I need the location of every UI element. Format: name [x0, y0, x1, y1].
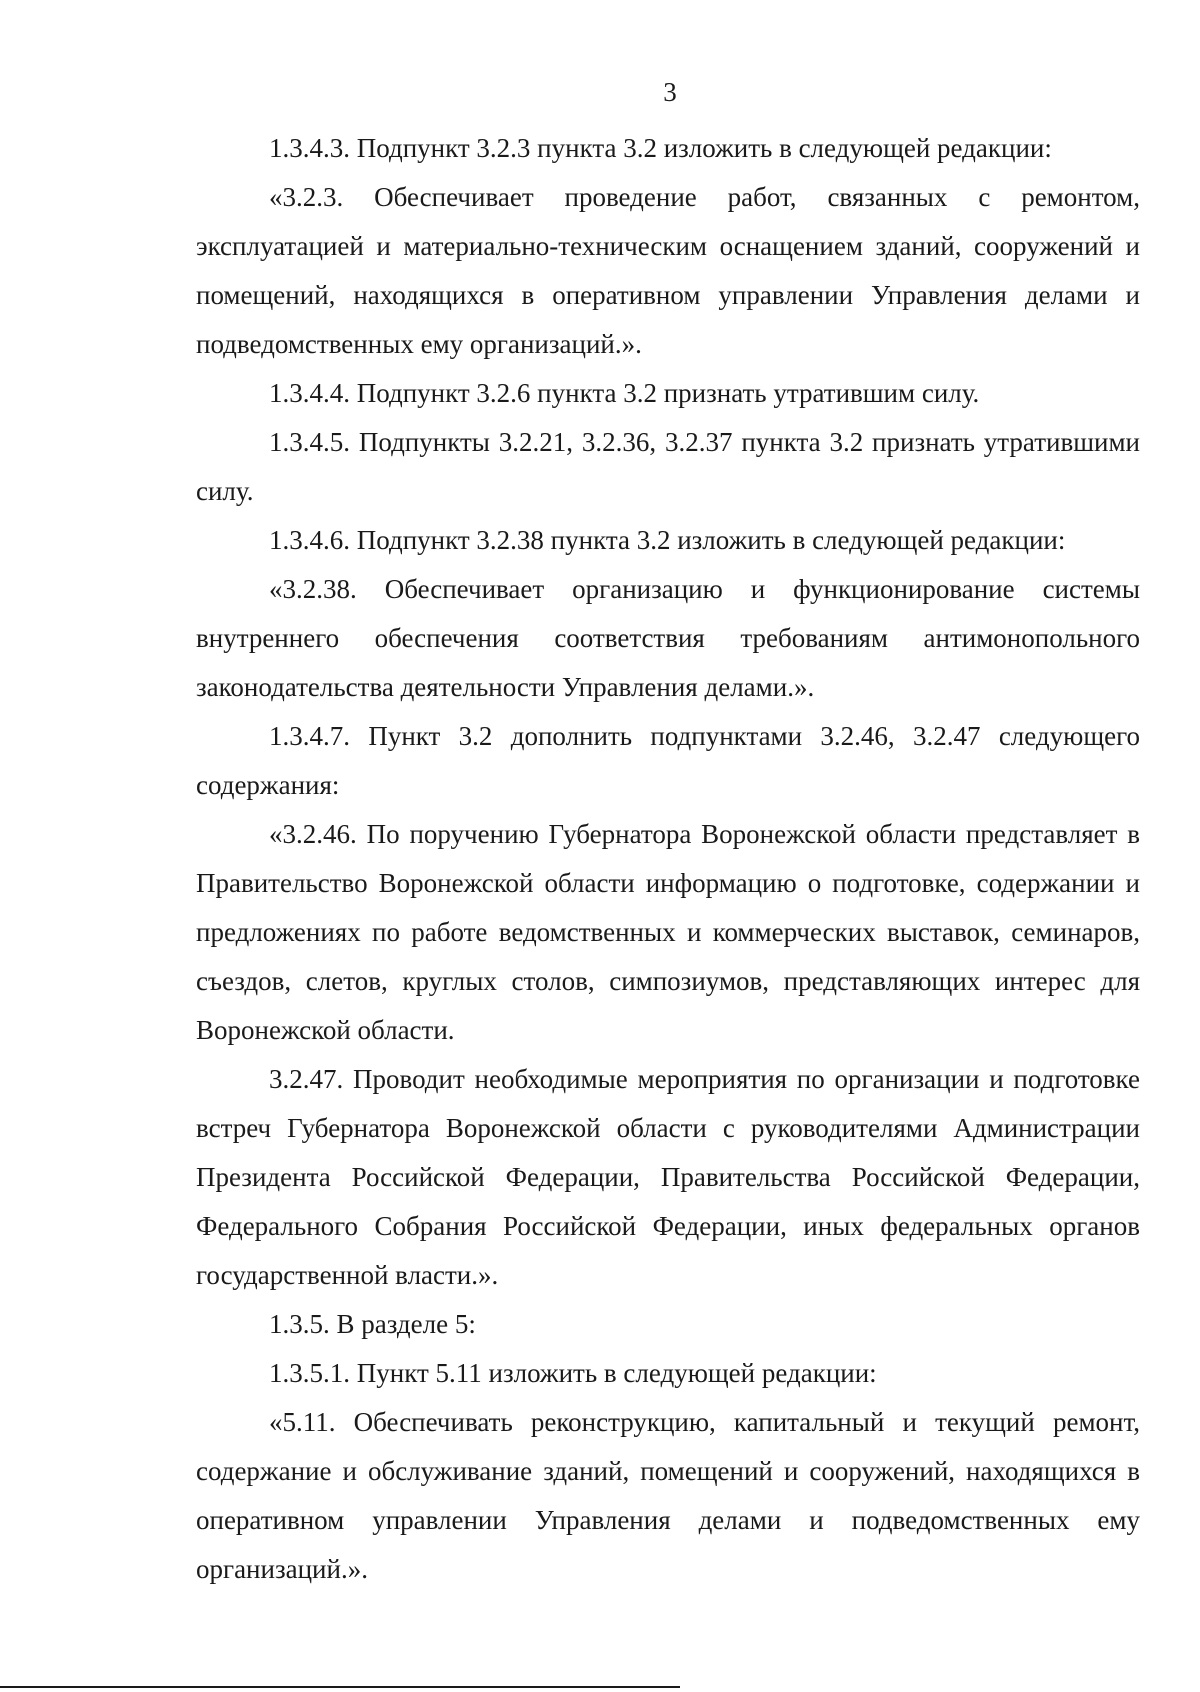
paragraph-1-3-5-1: 1.3.5.1. Пункт 5.11 изложить в следующей редакции:	[269, 1358, 877, 1388]
paragraph-3-2-3-text: «3.2.3. Обеспечивает проведение работ, связанных с ремонтом, эксплуатацией и материально-техническим оснащением зданий, сооружений и помещений, находящихся в оперативном управлении Управления делами и подведомственных ему организаций.».	[196, 182, 1140, 359]
footer-rule	[0, 1686, 680, 1688]
paragraph-3-2-38-text: «3.2.38. Обеспечивает организацию и функционирование системы внутреннего обеспечения соответствия требованиям антимонопольного законодательства деятельности Управления делами.».	[196, 574, 1140, 702]
document-body	[196, 124, 1140, 1594]
paragraph-5-11-text: «5.11. Обеспечивать реконструкцию, капитальный и текущий ремонт, содержание и обслуживание зданий, помещений и сооружений, находящихся в оперативном управлении Управления делами и подведомственных ему организаций.».	[196, 1407, 1140, 1584]
paragraph-1-3-4-4: 1.3.4.4. Подпункт 3.2.6 пункта 3.2 признать утратившим силу.	[269, 378, 980, 408]
paragraph-3-2-46-text: «3.2.46. По поручению Губернатора Воронежской области представляет в Правительство Воронежской области информацию о подготовке, содержании и предложениях по работе ведомственных и коммерческих выставок, семинаров, съездов, слетов, круглых столов, симпозиумов, представляющих интерес для Воронежской области.	[196, 819, 1140, 1045]
paragraph-1-3-4-3: 1.3.4.3. Подпункт 3.2.3 пункта 3.2 изложить в следующей редакции:	[269, 133, 1052, 163]
paragraph-1-3-4-6: 1.3.4.6. Подпункт 3.2.38 пункта 3.2 изложить в следующей редакции:	[269, 525, 1066, 555]
paragraph-1-3-4-7: 1.3.4.7. Пункт 3.2 дополнить подпунктами 3.2.46, 3.2.47 следующего содержания:	[196, 721, 1140, 800]
paragraph-1-3-4-5: 1.3.4.5. Подпункты 3.2.21, 3.2.36, 3.2.37 пункта 3.2 признать утратившими силу.	[196, 427, 1140, 506]
page-number: 3	[663, 77, 677, 107]
paragraph-1-3-5: 1.3.5. В разделе 5:	[269, 1309, 476, 1339]
paragraph-3-2-47-text: 3.2.47. Проводит необходимые мероприятия по организации и подготовке встреч Губернатора Воронежской области с руководителями Администрации Президента Российской Федерации, Правительства Российской Федерации, Федерального Собрания Российской Федерации, иных федеральных органов государственной власти.».	[196, 1064, 1140, 1290]
